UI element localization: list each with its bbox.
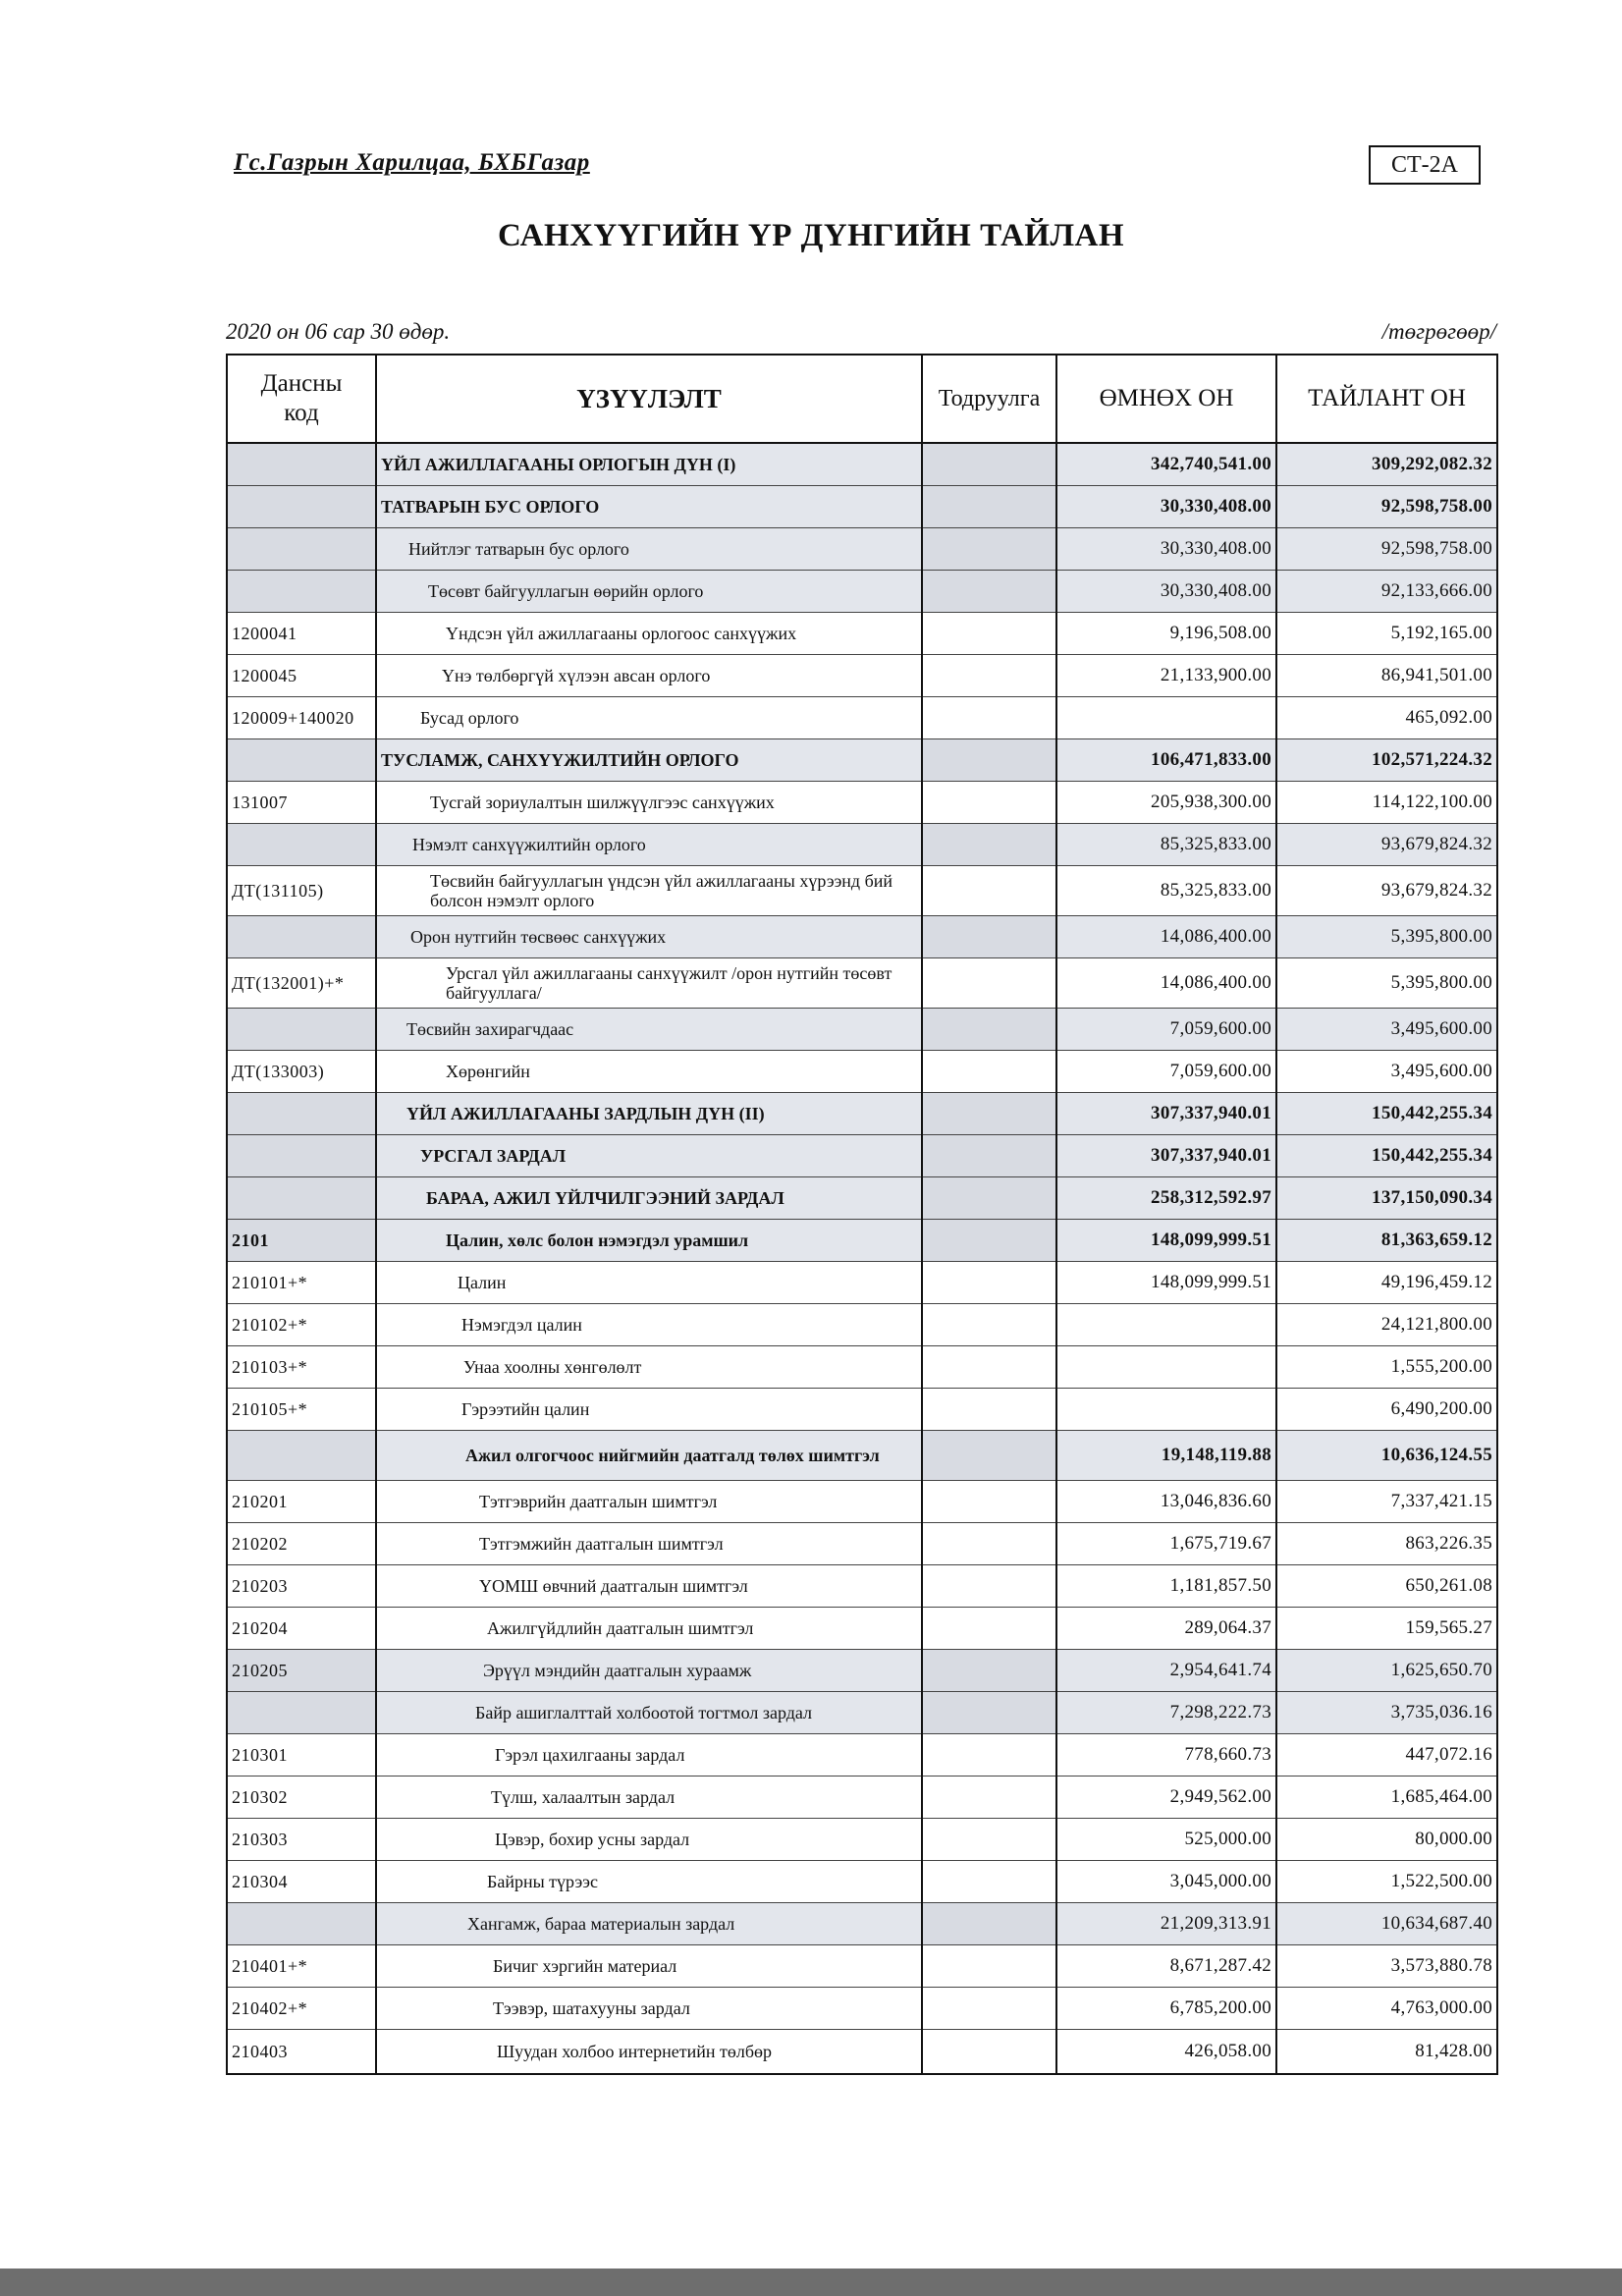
account-code-cell: 210402+* [227,1988,376,2030]
description-cell: Тэтгэмжийн даатгалын шимтгэл [376,1523,922,1565]
prior-year-cell: 19,148,119.88 [1056,1431,1276,1481]
account-code-cell: 210101+* [227,1262,376,1304]
table-row [227,1051,1497,1093]
table-row [227,1135,1497,1177]
table-row [227,1389,1497,1431]
description-cell: Ажил олгогчоос нийгмийн даатгалд төлөх шимтгэл [376,1431,922,1481]
prior-year-cell: 205,938,300.00 [1056,782,1276,824]
prior-year-cell: 13,046,836.60 [1056,1481,1276,1523]
note-cell [922,443,1056,486]
note-cell [922,1777,1056,1819]
description-cell: Цэвэр, бохир усны зардал [376,1819,922,1861]
note-cell [922,1523,1056,1565]
current-year-cell: 150,442,255.34 [1276,1135,1497,1177]
account-code-cell [227,1135,376,1177]
prior-year-cell: 1,675,719.67 [1056,1523,1276,1565]
description-cell: Төсөвт байгууллагын өөрийн орлого [376,571,922,613]
note-cell [922,613,1056,655]
current-year-cell: 5,192,165.00 [1276,613,1497,655]
current-year-cell: 3,495,600.00 [1276,1009,1497,1051]
current-year-cell: 93,679,824.32 [1276,824,1497,866]
prior-year-cell: 8,671,287.42 [1056,1945,1276,1988]
account-code-cell: 1200041 [227,613,376,655]
header-description: ҮЗҮҮЛЭЛТ [376,355,922,443]
description-cell: Бусад орлого [376,697,922,739]
table-row [227,1945,1497,1988]
scan-bottom-edge [0,2269,1622,2296]
note-cell [922,1431,1056,1481]
table-header-row [227,355,1497,443]
account-code-cell: 210103+* [227,1346,376,1389]
table-row [227,1903,1497,1945]
note-cell [922,1692,1056,1734]
current-year-cell: 1,555,200.00 [1276,1346,1497,1389]
prior-year-cell [1056,1389,1276,1431]
current-year-cell: 4,763,000.00 [1276,1988,1497,2030]
table-row [227,655,1497,697]
table-row [227,916,1497,958]
note-cell [922,1945,1056,1988]
table-row [227,1608,1497,1650]
current-year-cell: 49,196,459.12 [1276,1262,1497,1304]
note-cell [922,571,1056,613]
table-row [227,1777,1497,1819]
account-code-cell: ДТ(133003) [227,1051,376,1093]
note-cell [922,1135,1056,1177]
table-row [227,1346,1497,1389]
report-title: САНХҮҮГИЙН ҮР ДҮНГИЙН ТАЙЛАН [497,218,1125,253]
account-code-cell: 1200045 [227,655,376,697]
current-year-cell: 309,292,082.32 [1276,443,1497,486]
account-code-cell: 131007 [227,782,376,824]
description-cell: Бичиг хэргийн материал [376,1945,922,1988]
current-year-cell: 10,636,124.55 [1276,1431,1497,1481]
table-row [227,1093,1497,1135]
current-year-cell: 7,337,421.15 [1276,1481,1497,1523]
current-year-cell: 114,122,100.00 [1276,782,1497,824]
description-cell: ҮОМШ өвчний даатгалын шимтгэл [376,1565,922,1608]
note-cell [922,782,1056,824]
prior-year-cell: 85,325,833.00 [1056,866,1276,916]
report-date: 2020 он 06 сар 30 өдөр. [226,319,451,344]
current-year-cell: 24,121,800.00 [1276,1304,1497,1346]
description-cell: Унаа хоолны хөнгөлөлт [376,1346,922,1389]
prior-year-cell: 85,325,833.00 [1056,824,1276,866]
prior-year-cell: 14,086,400.00 [1056,916,1276,958]
note-cell [922,1346,1056,1389]
account-code-cell: 210303 [227,1819,376,1861]
description-cell: БАРАА, АЖИЛ ҮЙЛЧИЛГЭЭНИЙ ЗАРДАЛ [376,1177,922,1220]
current-year-cell: 10,634,687.40 [1276,1903,1497,1945]
table-row [227,486,1497,528]
description-cell: Байрны түрээс [376,1861,922,1903]
description-cell: Гэрэл цахилгааны зардал [376,1734,922,1777]
note-cell [922,1650,1056,1692]
current-year-cell: 102,571,224.32 [1276,739,1497,782]
note-cell [922,1262,1056,1304]
current-year-cell: 465,092.00 [1276,697,1497,739]
prior-year-cell [1056,697,1276,739]
prior-year-cell [1056,1346,1276,1389]
financial-results-table [226,354,1498,2075]
prior-year-cell: 30,330,408.00 [1056,486,1276,528]
description-cell: Урсгал үйл ажиллагааны санхүүжилт /орон нутгийн төсөвт байгууллага/ [376,958,922,1009]
prior-year-cell: 7,059,600.00 [1056,1051,1276,1093]
header-account-code: Дансны код [227,355,376,443]
account-code-cell [227,1692,376,1734]
current-year-cell: 447,072.16 [1276,1734,1497,1777]
prior-year-cell: 21,133,900.00 [1056,655,1276,697]
account-code-cell [227,1009,376,1051]
current-year-cell: 1,625,650.70 [1276,1650,1497,1692]
account-code-cell [227,528,376,571]
prior-year-cell: 258,312,592.97 [1056,1177,1276,1220]
note-cell [922,866,1056,916]
current-year-cell: 1,522,500.00 [1276,1861,1497,1903]
current-year-cell: 92,598,758.00 [1276,528,1497,571]
account-code-cell [227,1177,376,1220]
current-year-cell: 5,395,800.00 [1276,958,1497,1009]
table-row [227,1431,1497,1481]
note-cell [922,1819,1056,1861]
note-cell [922,486,1056,528]
account-code-cell [227,824,376,866]
account-code-cell: 210403 [227,2030,376,2075]
account-code-cell: 210203 [227,1565,376,1608]
table-row [227,528,1497,571]
note-cell [922,1051,1056,1093]
table-row [227,739,1497,782]
description-cell: Ажилгүйдлийн даатгалын шимтгэл [376,1608,922,1650]
note-cell [922,1220,1056,1262]
prior-year-cell: 148,099,999.51 [1056,1262,1276,1304]
current-year-cell: 863,226.35 [1276,1523,1497,1565]
current-year-cell: 3,495,600.00 [1276,1051,1497,1093]
prior-year-cell: 7,298,222.73 [1056,1692,1276,1734]
table-row [227,697,1497,739]
table-row [227,1861,1497,1903]
prior-year-cell: 21,209,313.91 [1056,1903,1276,1945]
table-row [227,1220,1497,1262]
table-row [227,1523,1497,1565]
description-cell: Төсвийн байгууллагын үндсэн үйл ажиллагааны хүрээнд бий болсон нэмэлт орлого [376,866,922,916]
organization-name: Гс.Газрын Харилцаа, БХБГазар [234,149,590,176]
prior-year-cell: 1,181,857.50 [1056,1565,1276,1608]
note-cell [922,958,1056,1009]
table-row [227,782,1497,824]
account-code-cell: 210102+* [227,1304,376,1346]
table-row [227,1565,1497,1608]
current-year-cell: 92,133,666.00 [1276,571,1497,613]
account-code-cell [227,1431,376,1481]
prior-year-cell: 342,740,541.00 [1056,443,1276,486]
note-cell [922,739,1056,782]
description-cell: ҮЙЛ АЖИЛЛАГААНЫ ОРЛОГЫН ДҮН (I) [376,443,922,486]
description-cell: Хөрөнгийн [376,1051,922,1093]
account-code-cell: 210204 [227,1608,376,1650]
form-code-box: СТ-2А [1369,145,1481,185]
current-year-cell: 5,395,800.00 [1276,916,1497,958]
prior-year-cell: 426,058.00 [1056,2030,1276,2075]
current-year-cell: 81,363,659.12 [1276,1220,1497,1262]
current-year-cell: 1,685,464.00 [1276,1777,1497,1819]
account-code-cell [227,739,376,782]
description-cell: Хангамж, бараа материалын зардал [376,1903,922,1945]
table-row [227,613,1497,655]
prior-year-cell: 30,330,408.00 [1056,571,1276,613]
current-year-cell: 92,598,758.00 [1276,486,1497,528]
current-year-cell: 3,573,880.78 [1276,1945,1497,1988]
currency-unit: /төгрөгөөр/ [1381,319,1496,344]
description-cell: Орон нутгийн төсвөөс санхүүжих [376,916,922,958]
current-year-cell: 6,490,200.00 [1276,1389,1497,1431]
current-year-cell: 3,735,036.16 [1276,1692,1497,1734]
current-year-cell: 81,428.00 [1276,2030,1497,2075]
description-cell: Нэмэгдэл цалин [376,1304,922,1346]
header-prior-year: ӨМНӨХ ОН [1056,355,1276,443]
account-code-cell: 210202 [227,1523,376,1565]
prior-year-cell: 30,330,408.00 [1056,528,1276,571]
account-code-cell [227,486,376,528]
note-cell [922,824,1056,866]
account-code-cell [227,1903,376,1945]
note-cell [922,1734,1056,1777]
note-cell [922,916,1056,958]
account-code-cell [227,571,376,613]
note-cell [922,1009,1056,1051]
prior-year-cell: 2,954,641.74 [1056,1650,1276,1692]
prior-year-cell: 2,949,562.00 [1056,1777,1276,1819]
account-code-cell [227,1093,376,1135]
description-cell: ҮЙЛ АЖИЛЛАГААНЫ ЗАРДЛЫН ДҮН (II) [376,1093,922,1135]
current-year-cell: 150,442,255.34 [1276,1093,1497,1135]
account-code-cell: 210304 [227,1861,376,1903]
table-row [227,1988,1497,2030]
account-code-cell: 120009+140020 [227,697,376,739]
account-code-cell [227,443,376,486]
description-cell: Тусгай зориулалтын шилжүүлгээс санхүүжих [376,782,922,824]
table-row [227,571,1497,613]
table-row [227,1304,1497,1346]
note-cell [922,1093,1056,1135]
description-cell: Төсвийн захирагчдаас [376,1009,922,1051]
note-cell [922,1304,1056,1346]
description-cell: Цалин, хөлс болон нэмэгдэл урамшил [376,1220,922,1262]
description-cell: Нэмэлт санхүүжилтийн орлого [376,824,922,866]
note-cell [922,1861,1056,1903]
account-code-cell: ДТ(131105) [227,866,376,916]
account-code-cell: 210301 [227,1734,376,1777]
prior-year-cell: 148,099,999.51 [1056,1220,1276,1262]
note-cell [922,1389,1056,1431]
prior-year-cell: 778,660.73 [1056,1734,1276,1777]
table-row [227,1009,1497,1051]
table-row [227,2030,1497,2075]
current-year-cell: 650,261.08 [1276,1565,1497,1608]
note-cell [922,2030,1056,2075]
prior-year-cell: 525,000.00 [1056,1819,1276,1861]
note-cell [922,1608,1056,1650]
description-cell: ТУСЛАМЖ, САНХҮҮЖИЛТИЙН ОРЛОГО [376,739,922,782]
prior-year-cell: 307,337,940.01 [1056,1135,1276,1177]
description-cell: Эрүүл мэндийн даатгалын хураамж [376,1650,922,1692]
description-cell: ТАТВАРЫН БУС ОРЛОГО [376,486,922,528]
prior-year-cell: 9,196,508.00 [1056,613,1276,655]
prior-year-cell: 307,337,940.01 [1056,1093,1276,1135]
description-cell: Байр ашиглалттай холбоотой тогтмол зардал [376,1692,922,1734]
description-cell: УРСГАЛ ЗАРДАЛ [376,1135,922,1177]
table-row [227,1177,1497,1220]
description-cell: Тээвэр, шатахууны зардал [376,1988,922,2030]
table-row [227,1650,1497,1692]
note-cell [922,655,1056,697]
table-row [227,1692,1497,1734]
account-code-cell: 210205 [227,1650,376,1692]
note-cell [922,1565,1056,1608]
table-row [227,1819,1497,1861]
description-cell: Тэтгэврийн даатгалын шимтгэл [376,1481,922,1523]
header-current-year: ТАЙЛАНТ ОН [1276,355,1497,443]
description-cell: Шуудан холбоо интернетийн төлбөр [376,2030,922,2075]
account-code-cell [227,916,376,958]
prior-year-cell: 106,471,833.00 [1056,739,1276,782]
note-cell [922,1177,1056,1220]
table-row [227,958,1497,1009]
table-row [227,443,1497,486]
current-year-cell: 159,565.27 [1276,1608,1497,1650]
prior-year-cell [1056,1304,1276,1346]
prior-year-cell: 14,086,400.00 [1056,958,1276,1009]
prior-year-cell: 7,059,600.00 [1056,1009,1276,1051]
note-cell [922,1481,1056,1523]
account-code-cell: ДТ(132001)+* [227,958,376,1009]
prior-year-cell: 289,064.37 [1056,1608,1276,1650]
table-body [227,443,1497,2074]
current-year-cell: 80,000.00 [1276,1819,1497,1861]
note-cell [922,1903,1056,1945]
note-cell [922,1988,1056,2030]
table-row [227,1734,1497,1777]
note-cell [922,528,1056,571]
table-row [227,866,1497,916]
description-cell: Түлш, халаалтын зардал [376,1777,922,1819]
prior-year-cell: 6,785,200.00 [1056,1988,1276,2030]
prior-year-cell: 3,045,000.00 [1056,1861,1276,1903]
current-year-cell: 137,150,090.34 [1276,1177,1497,1220]
description-cell: Үндсэн үйл ажиллагааны орлогоос санхүүжих [376,613,922,655]
current-year-cell: 86,941,501.00 [1276,655,1497,697]
table-row [227,824,1497,866]
description-cell: Үнэ төлбөргүй хүлээн авсан орлого [376,655,922,697]
account-code-cell: 210401+* [227,1945,376,1988]
header-note: Тодруулга [922,355,1056,443]
table-row [227,1262,1497,1304]
account-code-cell: 210105+* [227,1389,376,1431]
note-cell [922,697,1056,739]
current-year-cell: 93,679,824.32 [1276,866,1497,916]
account-code-cell: 210302 [227,1777,376,1819]
account-code-cell: 210201 [227,1481,376,1523]
table-row [227,1481,1497,1523]
description-cell: Цалин [376,1262,922,1304]
description-cell: Нийтлэг татварын бус орлого [376,528,922,571]
description-cell: Гэрээтийн цалин [376,1389,922,1431]
account-code-cell: 2101 [227,1220,376,1262]
